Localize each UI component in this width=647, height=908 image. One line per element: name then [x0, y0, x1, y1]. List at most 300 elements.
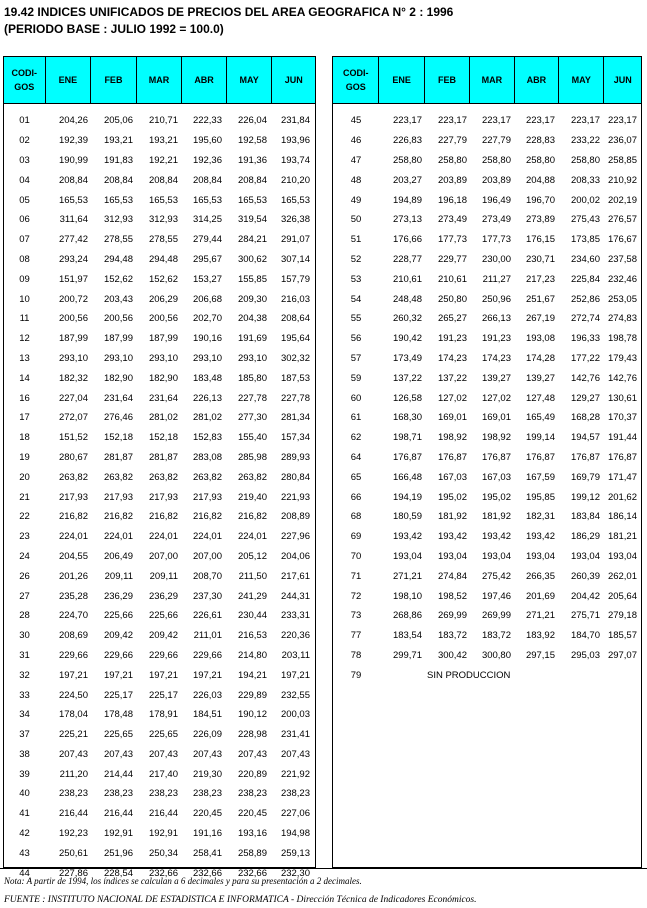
table-row: [333, 190, 641, 210]
index-value: 165,53: [192, 194, 222, 206]
title-line-1: 19.42 INDICES UNIFICADOS DE PRECIOS DEL AREA GEOGRAFICA N° 2 : 1996: [4, 5, 454, 19]
index-value: 216,82: [192, 511, 222, 523]
index-value: 232,55: [280, 689, 310, 701]
index-value: 165,53: [58, 194, 88, 206]
table-row: [4, 170, 315, 190]
table-row: [4, 804, 315, 824]
index-value: 210,71: [148, 115, 178, 127]
index-value: 263,82: [237, 471, 267, 483]
footer-divider: [0, 868, 647, 869]
row-code: 09: [19, 273, 30, 285]
index-value: 263,82: [148, 471, 178, 483]
index-value: 258,80: [570, 154, 600, 166]
row-code: 22: [19, 511, 30, 523]
index-value: 238,23: [192, 788, 222, 800]
index-value: 225,21: [58, 729, 88, 741]
table-row: [333, 507, 641, 527]
table-row: [4, 566, 315, 586]
index-value: 152,62: [103, 273, 133, 285]
index-value: 207,43: [148, 748, 178, 760]
index-value: 130,61: [607, 392, 637, 404]
index-value: 224,01: [58, 531, 88, 543]
index-value: 207,43: [103, 748, 133, 760]
index-value: 191,44: [607, 432, 637, 444]
index-value: 227,78: [237, 392, 267, 404]
row-code: 14: [19, 372, 30, 384]
index-value: 273,89: [525, 214, 555, 226]
index-value: 262,01: [607, 570, 637, 582]
index-value: 193,21: [103, 135, 133, 147]
index-value: 182,32: [58, 372, 88, 384]
row-code: 79: [350, 669, 362, 681]
index-value: 225,84: [570, 273, 600, 285]
index-value: 192,58: [237, 135, 267, 147]
index-value: 216,44: [148, 808, 178, 820]
index-value: 258,80: [525, 154, 555, 166]
index-value: 196,49: [481, 194, 511, 206]
row-code: 19: [19, 451, 30, 463]
index-value: 224,01: [192, 531, 222, 543]
index-value: 182,90: [148, 372, 178, 384]
index-value: 293,10: [237, 352, 267, 364]
row-code: 26: [19, 570, 30, 582]
index-value: 142,76: [607, 372, 637, 384]
index-value: 209,30: [237, 293, 267, 305]
index-value: 198,92: [481, 432, 511, 444]
index-value: 194,57: [570, 432, 600, 444]
index-value: 223,17: [525, 115, 555, 127]
index-value: 231,64: [148, 392, 178, 404]
index-value: 244,31: [280, 590, 310, 602]
row-code: 04: [19, 174, 30, 186]
index-value: 165,53: [280, 194, 310, 206]
index-value: 216,82: [148, 511, 178, 523]
index-value: 191,23: [437, 333, 467, 345]
index-value: 223,17: [607, 115, 637, 127]
index-value: 273,13: [392, 214, 422, 226]
index-value: 206,29: [148, 293, 178, 305]
index-value: 293,10: [103, 352, 133, 364]
index-value: 227,79: [437, 135, 467, 147]
index-value: 176,87: [392, 451, 422, 463]
row-code: 34: [19, 709, 30, 721]
index-value: 192,91: [148, 828, 178, 840]
index-value: 221,93: [280, 491, 310, 503]
index-value: 195,60: [192, 135, 222, 147]
index-value: 187,99: [103, 333, 133, 345]
index-value: 193,04: [525, 550, 555, 562]
index-value: 211,27: [482, 273, 511, 285]
index-value: 183,54: [392, 630, 422, 642]
index-value: 183,72: [437, 630, 467, 642]
index-value: 202,70: [192, 313, 222, 325]
index-value: 190,12: [237, 709, 267, 721]
index-value: 232,30: [280, 867, 310, 879]
index-value: 216,44: [103, 808, 133, 820]
row-code: 69: [350, 531, 362, 543]
index-value: 226,61: [192, 610, 222, 622]
index-value: 169,01: [437, 412, 467, 424]
index-value: 208,70: [192, 570, 222, 582]
index-value: 202,19: [607, 194, 637, 206]
index-value: 208,64: [280, 313, 310, 325]
index-value: 167,59: [525, 471, 555, 483]
index-value: 273,49: [481, 214, 511, 226]
table-row: [4, 190, 315, 210]
table-row: [333, 269, 641, 289]
index-value: 231,41: [280, 729, 310, 741]
index-value: 174,23: [437, 352, 467, 364]
index-value: 191,36: [237, 154, 267, 166]
row-code: 65: [350, 471, 362, 483]
index-value: 176,87: [525, 451, 555, 463]
index-value: 225,66: [148, 610, 178, 622]
index-value: 312,93: [103, 214, 133, 226]
index-value: 200,03: [280, 709, 310, 721]
index-value: 236,29: [148, 590, 178, 602]
row-code: 73: [350, 610, 362, 622]
index-value: 229,66: [148, 649, 178, 661]
index-value: 277,42: [58, 234, 88, 246]
index-value: 127,48: [525, 392, 555, 404]
table-row: [4, 428, 315, 448]
index-value: 293,10: [148, 352, 178, 364]
row-code: 16: [19, 392, 30, 404]
index-value: 263,82: [58, 471, 88, 483]
index-value: 200,56: [148, 313, 178, 325]
header-month-abr: ABR: [515, 57, 559, 103]
row-code: 30: [19, 630, 30, 642]
index-value: 293,10: [58, 352, 88, 364]
index-value: 209,11: [104, 570, 133, 582]
index-value: 176,67: [607, 234, 637, 246]
index-value: 251,96: [103, 847, 133, 859]
row-code: 27: [19, 590, 30, 602]
index-value: 193,04: [481, 550, 511, 562]
index-value: 200,56: [58, 313, 88, 325]
no-production-label: SIN PRODUCCION: [427, 669, 511, 681]
row-code: 54: [350, 293, 362, 305]
row-code: 01: [19, 115, 30, 127]
index-value: 180,59: [392, 511, 422, 523]
index-value: 186,29: [570, 531, 600, 543]
row-code: 70: [350, 550, 362, 562]
index-value: 187,53: [280, 372, 310, 384]
index-value: 186,14: [607, 511, 637, 523]
table-row: [4, 388, 315, 408]
row-code: 57: [350, 352, 362, 364]
index-value: 275,71: [570, 610, 600, 622]
index-value: 271,21: [392, 570, 422, 582]
row-code: 40: [19, 788, 30, 800]
index-value: 195,02: [481, 491, 511, 503]
index-value: 178,04: [58, 709, 88, 721]
index-value: 300,80: [481, 649, 511, 661]
index-value: 181,21: [607, 531, 637, 543]
index-value: 236,07: [607, 135, 637, 147]
index-value: 155,40: [237, 432, 267, 444]
index-value: 207,43: [237, 748, 267, 760]
index-value: 208,84: [237, 174, 267, 186]
index-value: 276,57: [607, 214, 637, 226]
index-value: 237,30: [192, 590, 222, 602]
index-value: 250,80: [437, 293, 467, 305]
index-value: 227,96: [280, 531, 310, 543]
index-value: 294,48: [148, 253, 178, 265]
row-code: 51: [350, 234, 362, 246]
row-code: 17: [19, 412, 30, 424]
index-value: 223,17: [437, 115, 467, 127]
index-value: 274,84: [437, 570, 467, 582]
row-code: 71: [350, 570, 362, 582]
header-month-mar: MAR: [470, 57, 514, 103]
header-codigos-line2: GOS: [345, 82, 366, 92]
index-value: 193,42: [392, 531, 422, 543]
index-value: 203,27: [392, 174, 422, 186]
index-value: 153,27: [192, 273, 222, 285]
index-value: 281,87: [103, 451, 133, 463]
index-value: 185,57: [607, 630, 637, 642]
index-value: 179,43: [607, 352, 637, 364]
row-code: 05: [19, 194, 30, 206]
index-value: 194,19: [392, 491, 422, 503]
index-value: 168,30: [392, 412, 422, 424]
index-value: 278,55: [103, 234, 133, 246]
index-value: 193,42: [525, 531, 555, 543]
index-value: 250,34: [148, 847, 178, 859]
index-value: 281,02: [148, 412, 178, 424]
index-value: 241,29: [237, 590, 267, 602]
row-code: 55: [350, 313, 362, 325]
index-value: 280,84: [280, 471, 310, 483]
index-value: 265,27: [437, 313, 467, 325]
row-code: 28: [19, 610, 30, 622]
header-month-abr: ABR: [182, 57, 227, 103]
row-code: 78: [350, 649, 362, 661]
index-value: 224,70: [58, 610, 88, 622]
table-row: [4, 289, 315, 309]
index-value: 152,18: [103, 432, 133, 444]
row-code: 20: [19, 471, 30, 483]
footer-source: FUENTE : INSTITUTO NACIONAL DE ESTADISTICA E INFORMATICA - Dirección Técnica de Indicadores Económicos.: [4, 895, 477, 905]
table-row: [4, 527, 315, 547]
index-value: 183,72: [481, 630, 511, 642]
index-value: 193,08: [525, 333, 555, 345]
table-row: [333, 250, 641, 270]
header-month-ene: ENE: [379, 57, 424, 103]
index-value: 151,97: [58, 273, 88, 285]
index-value: 167,03: [437, 471, 467, 483]
index-value: 201,26: [58, 570, 88, 582]
index-value: 197,21: [58, 669, 88, 681]
index-value: 169,79: [570, 471, 600, 483]
index-value: 227,04: [58, 392, 88, 404]
index-value: 208,84: [103, 174, 133, 186]
index-value: 224,01: [237, 531, 267, 543]
index-value: 177,73: [437, 234, 467, 246]
row-code: 21: [19, 491, 30, 503]
index-value: 297,15: [525, 649, 555, 661]
index-value: 281,87: [148, 451, 178, 463]
index-value: 193,74: [280, 154, 310, 166]
index-value: 225,65: [103, 729, 133, 741]
index-value: 269,99: [481, 610, 511, 622]
index-value: 207,00: [192, 550, 222, 562]
table-row: [4, 626, 315, 646]
index-value: 127,02: [437, 392, 467, 404]
row-code: 72: [350, 590, 362, 602]
table-row: [4, 487, 315, 507]
table-row: [4, 685, 315, 705]
index-value: 181,92: [481, 511, 511, 523]
header-month-feb: FEB: [91, 57, 137, 103]
index-value: 173,49: [392, 352, 422, 364]
index-value: 269,99: [437, 610, 467, 622]
index-value: 225,17: [103, 689, 133, 701]
index-value: 258,80: [392, 154, 422, 166]
header-codigos-line1: CODI-: [11, 68, 38, 78]
index-value: 205,12: [237, 550, 267, 562]
header-codigos: [333, 57, 379, 103]
index-value: 176,66: [392, 234, 422, 246]
index-value: 275,42: [481, 570, 511, 582]
row-code: 49: [350, 194, 362, 206]
index-value: 216,53: [237, 630, 267, 642]
index-value: 157,79: [280, 273, 310, 285]
index-value: 165,53: [237, 194, 267, 206]
table-row: [4, 349, 315, 369]
index-value: 238,23: [280, 788, 310, 800]
index-value: 151,52: [58, 432, 88, 444]
index-value: 193,16: [237, 828, 267, 840]
index-value: 176,15: [525, 234, 555, 246]
index-value: 142,76: [570, 372, 600, 384]
table-row: [4, 269, 315, 289]
index-value: 185,80: [237, 372, 267, 384]
table-row: [333, 131, 641, 151]
index-value: 223,17: [392, 115, 422, 127]
index-value: 252,86: [570, 293, 600, 305]
table-row: [333, 487, 641, 507]
index-value: 222,33: [192, 115, 222, 127]
index-value: 216,03: [280, 293, 310, 305]
index-value: 170,37: [607, 412, 637, 424]
index-value: 203,43: [103, 293, 133, 305]
table-row: [333, 448, 641, 468]
index-value: 231,64: [103, 392, 133, 404]
table-row: [4, 309, 315, 329]
footer-note: Nota: A partir de 1994, los índices se calculan a 6 decimales y para su presentación a 2 decimales.: [4, 876, 362, 886]
row-code: 59: [350, 372, 362, 384]
table-row: [4, 824, 315, 844]
index-value: 208,84: [148, 174, 178, 186]
index-value: 169,01: [481, 412, 511, 424]
row-code: 61: [350, 412, 362, 424]
table-row: [4, 467, 315, 487]
index-value: 291,07: [280, 234, 310, 246]
index-value: 190,42: [392, 333, 422, 345]
row-code: 11: [19, 313, 30, 325]
index-value: 152,83: [192, 432, 222, 444]
index-value: 207,43: [192, 748, 222, 760]
index-value: 230,71: [525, 253, 555, 265]
row-code: 32: [19, 669, 30, 681]
index-value: 193,04: [570, 550, 600, 562]
index-value: 187,99: [58, 333, 88, 345]
index-value: 275,43: [570, 214, 600, 226]
row-code: 52: [350, 253, 362, 265]
index-value: 207,43: [58, 748, 88, 760]
table-row: [333, 230, 641, 250]
row-code: 41: [19, 808, 30, 820]
table-row: [333, 646, 641, 666]
index-value: 226,13: [192, 392, 222, 404]
header-month-may: MAY: [559, 57, 604, 103]
index-value: 200,02: [570, 194, 600, 206]
index-value: 204,26: [58, 115, 88, 127]
index-value: 258,41: [192, 847, 222, 859]
index-value: 204,38: [237, 313, 267, 325]
index-value: 314,25: [192, 214, 222, 226]
index-value: 233,31: [280, 610, 310, 622]
header-month-mar: MAR: [137, 57, 183, 103]
index-value: 221,92: [280, 768, 310, 780]
row-code: 13: [19, 352, 30, 364]
index-value: 260,32: [392, 313, 422, 325]
table-row: [333, 289, 641, 309]
index-value: 194,89: [392, 194, 422, 206]
header-codigos: [4, 57, 46, 103]
index-value: 209,42: [103, 630, 133, 642]
index-value: 226,04: [237, 115, 267, 127]
index-value: 204,55: [58, 550, 88, 562]
index-value: 279,18: [607, 610, 637, 622]
index-value: 224,01: [103, 531, 133, 543]
table-row: [333, 151, 641, 171]
index-value: 197,21: [280, 669, 310, 681]
index-value: 137,22: [392, 372, 422, 384]
index-value: 210,20: [280, 174, 310, 186]
index-value: 176,87: [570, 451, 600, 463]
index-value: 250,61: [58, 847, 88, 859]
index-value: 207,43: [280, 748, 310, 760]
table-row: [4, 725, 315, 745]
index-value: 258,85: [607, 154, 637, 166]
index-value: 226,09: [192, 729, 222, 741]
index-value: 266,35: [525, 570, 555, 582]
index-value: 229,66: [58, 649, 88, 661]
header-month-ene: ENE: [46, 57, 92, 103]
index-value: 205,64: [607, 590, 637, 602]
index-value: 196,33: [570, 333, 600, 345]
row-code: 23: [19, 531, 30, 543]
table-row: [333, 428, 641, 448]
index-value: 284,21: [237, 234, 267, 246]
table-row: [333, 210, 641, 230]
index-value: 195,85: [525, 491, 555, 503]
index-value: 259,13: [280, 847, 310, 859]
index-value: 181,92: [437, 511, 467, 523]
index-value: 165,49: [525, 412, 555, 424]
index-value: 204,06: [280, 550, 310, 562]
index-value: 251,67: [525, 293, 555, 305]
index-value: 196,70: [525, 194, 555, 206]
index-value: 193,96: [280, 135, 310, 147]
index-value: 223,17: [570, 115, 600, 127]
index-value: 226,03: [192, 689, 222, 701]
table-row: [4, 111, 315, 131]
index-value: 300,62: [237, 253, 267, 265]
